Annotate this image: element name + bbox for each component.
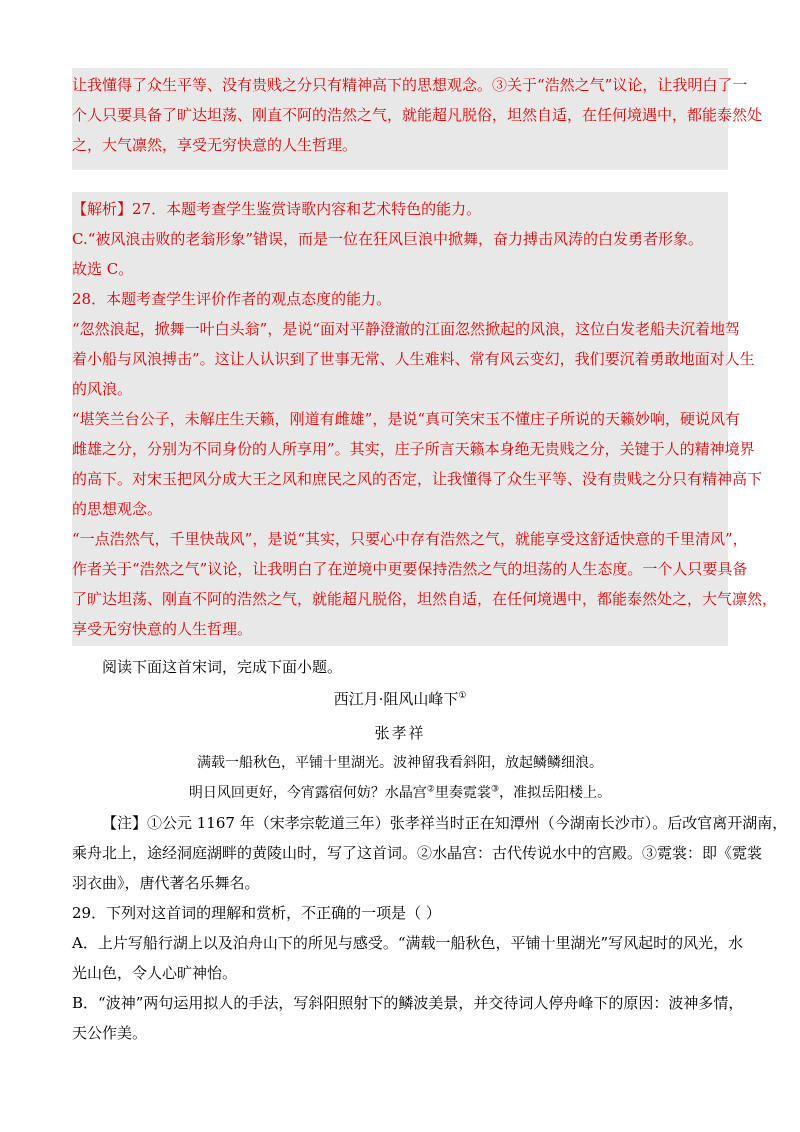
text-line: “一点浩然气，千里快哉风”，是说“其实，只要心中存有浩然之气，就能享受这舒适快意的千里清风”，: [72, 530, 748, 548]
footnote-marker: ①: [458, 691, 467, 701]
note-line: 羽衣曲》，唐代著名乐舞名。: [72, 874, 260, 892]
analysis-block: [72, 192, 778, 646]
text-line: 个人只要具备了旷达坦荡、刚直不阿的浩然之气，就能超凡脱俗，坦然自适，在任何境遇中，都能泰然处: [72, 106, 763, 124]
poem-author: 张孝祥: [374, 724, 426, 742]
text-line: “堪笑兰台公子，未解庄生天籁，刚道有雌雄”，是说“真可笑宋玉不懂庄子所说的天籁妙响，硬说风有: [72, 410, 741, 428]
text-line: 之，大气凛然，享受无穷快意的人生哲理。: [72, 136, 358, 154]
text-line: 作者关于“浩然之气”议论，让我明白了在逆境中更要保持浩然之气的坦荡的人生态度。一个人只要具备: [72, 560, 748, 578]
poem-title-text: 西江月·阻风山峰下: [333, 690, 459, 708]
text-line: 雌雄之分，分别为不同身份的人所享用”。其实，庄子所言天籁本身绝无贵贱之分，关键于人的精神境界: [72, 440, 755, 458]
text-line: “忽然浪起，掀舞一叶白头翁”，是说“面对平静澄澈的江面忽然掀起的风浪，这位白发老船夫沉着地驾: [72, 320, 741, 338]
footnote-marker: ②: [426, 784, 435, 795]
note-line: 【注】①公元 1167 年（宋孝宗乾道三年）张孝祥当时正在知潭州（今湖南长沙市）。后改官离开湖南，: [102, 814, 788, 832]
text-line: 的思想观念。: [72, 500, 163, 518]
text-line: 的高下。对宋玉把风分成大王之风和庶民之风的否定，让我懂得了众生平等、没有贵贱之分只有精神高下: [72, 470, 763, 488]
option-b-line: B．“波神”两句运用拟人的手法，写斜阳照射下的鳞波美景，并交待词人停舟峰下的原因：波神多情，: [72, 994, 744, 1012]
footnote-marker: ③: [491, 784, 500, 795]
text-line: 着小船与风浪搏击”。这让人认识到了世事无常、人生难料、常有风云变幻，我们要沉着勇敢地面对人生: [72, 350, 755, 368]
text-line: 了旷达坦荡、刚直不阿的浩然之气，就能超凡脱俗，坦然自适，在任何境遇中，都能泰然处之，大气凛然，: [72, 590, 778, 608]
answer-continuation-block: [72, 68, 763, 170]
poem-text: 明日风回更好，今宵露宿何妨？水晶宫: [188, 785, 427, 801]
poem-line: 满载一船秋色，平铺十里湖光。波神留我看斜阳，放起鳞鳞细浪。: [197, 755, 603, 771]
option-a-line: 光山色，令人心旷神怡。: [72, 964, 238, 982]
note-line: 乘舟北上，途经洞庭湖畔的黄陵山时，写了这首词。②水晶宫：古代传说水中的宫殿。③霓裳：即《霓裳: [72, 844, 763, 862]
poem-title: [72, 684, 728, 714]
text-line: 的风浪。: [72, 380, 133, 398]
poem-notes: [72, 808, 788, 898]
q27-answer: 故选 C。: [72, 260, 134, 278]
q27-analysis-header: 【解析】27．本题考查学生鉴赏诗歌内容和艺术特色的能力。: [72, 200, 482, 218]
option-b-line: 天公作美。: [72, 1024, 148, 1042]
q29-stem: 29．下列对这首词的理解和赏析，不正确的一项是（ ）: [72, 904, 441, 922]
q27-analysis-detail: C.“被风浪击败的老翁形象”错误，而是一位在狂风巨浪中掀舞，奋力搏击风涛的白发勇者形象。: [72, 230, 704, 248]
poem-text: ，准拟岳阳楼上。: [499, 785, 612, 801]
option-a-line: A．上片写船行湖上以及泊舟山下的所见与感受。“满载一船秋色，平铺十里湖光”写风起时的风光，水: [72, 934, 744, 952]
poem-text: 里奏霓裳: [435, 785, 491, 801]
text-line: 享受无穷快意的人生哲理。: [72, 620, 253, 638]
poem-line: [72, 778, 728, 808]
text-line: 让我懂得了众生平等、没有贵贱之分只有精神高下的思想观念。③关于“浩然之气”议论，让我明白了一: [72, 76, 748, 94]
reading-instruction: 阅读下面这首宋词，完成下面小题。: [102, 658, 343, 676]
q28-analysis-header: 28．本题考查学生评价作者的观点态度的能力。: [72, 290, 392, 308]
reading-section: [72, 652, 788, 1048]
